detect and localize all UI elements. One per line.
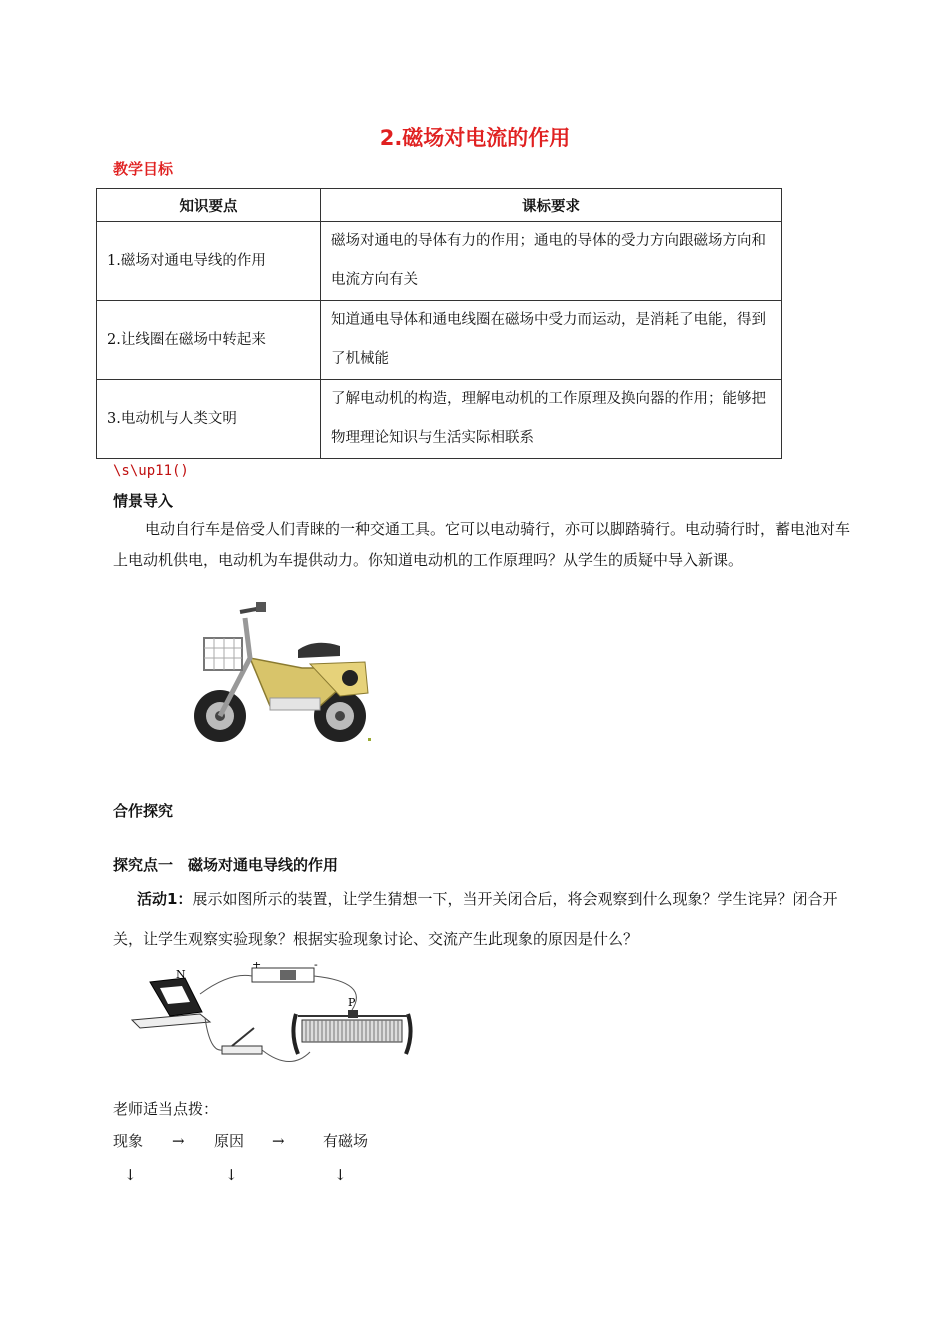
table-row (97, 301, 782, 380)
magnet-n-label: N (176, 968, 186, 981)
page-title: 2.磁场对电流的作用 (379, 126, 571, 150)
flow-item-phenomenon: 现象 (113, 1132, 144, 1150)
table-header: 课标要求 (321, 189, 782, 222)
goals-table (96, 188, 782, 459)
knowledge-point: 2.让线圈在磁场中转起来 (97, 301, 321, 380)
knowledge-point: 3.电动机与人类文明 (97, 380, 321, 459)
flow-arrow-down: ↓ (334, 1166, 347, 1184)
table-row (97, 380, 782, 459)
teacher-hint: 老师适当点拨： (113, 1100, 219, 1118)
electric-bike-image (190, 598, 380, 748)
field-code-text: \s\up11() (113, 463, 189, 479)
flow-item-magnetic-field: 有磁场 (323, 1132, 369, 1150)
requirement: 了解电动机的构造，理解电动机的工作原理及换向器的作用；能够把物理理论知识与生活实际相联系 (321, 380, 782, 459)
requirement: 磁场对通电的导体有力的作用；通电的导体的受力方向跟磁场方向和电流方向有关 (321, 222, 782, 301)
cooperation-heading: 合作探究 (113, 802, 174, 820)
table-header: 知识要点 (97, 189, 321, 222)
table-header-row (97, 189, 782, 222)
point1-heading: 探究点一 磁场对通电导线的作用 (113, 856, 339, 874)
intro-paragraph: 电动自行车是倍受人们青睐的一种交通工具。它可以电动骑行，亦可以脚踏骑行。电动骑行时，蓄电池对车上电动机供电，电动机为车提供动力。你知道电动机的工作原理吗？从学生的质疑中导入新课。 (113, 520, 851, 569)
flow-arrow-right: → (272, 1132, 285, 1150)
experiment-circuit-diagram (130, 962, 430, 1082)
intro-heading: 情景导入 (113, 492, 174, 510)
requirement: 知道通电导体和通电线圈在磁场中受力而运动，是消耗了电能，得到了机械能 (321, 301, 782, 380)
activity-label: 活动1： (137, 890, 193, 908)
slider-p-label: P (348, 996, 356, 1009)
battery-plus-label: + (252, 962, 262, 971)
flow-item-cause: 原因 (214, 1132, 245, 1150)
flow-arrow-right: → (172, 1132, 185, 1150)
flow-arrow-down: ↓ (124, 1166, 137, 1184)
knowledge-point: 1.磁场对通电导线的作用 (97, 222, 321, 301)
table-row (97, 222, 782, 301)
activity-text: 展示如图所示的装置，让学生猜想一下，当开关闭合后，将会观察到什么现象？学生诧异？闭合开关，让学生观察实验现象？根据实验现象讨论、交流产生此现象的原因是什么？ (113, 890, 838, 948)
activity-paragraph (113, 879, 853, 959)
goals-heading: 教学目标 (113, 160, 174, 178)
battery-minus-label: - (314, 962, 318, 971)
flow-arrow-down: ↓ (225, 1166, 238, 1184)
